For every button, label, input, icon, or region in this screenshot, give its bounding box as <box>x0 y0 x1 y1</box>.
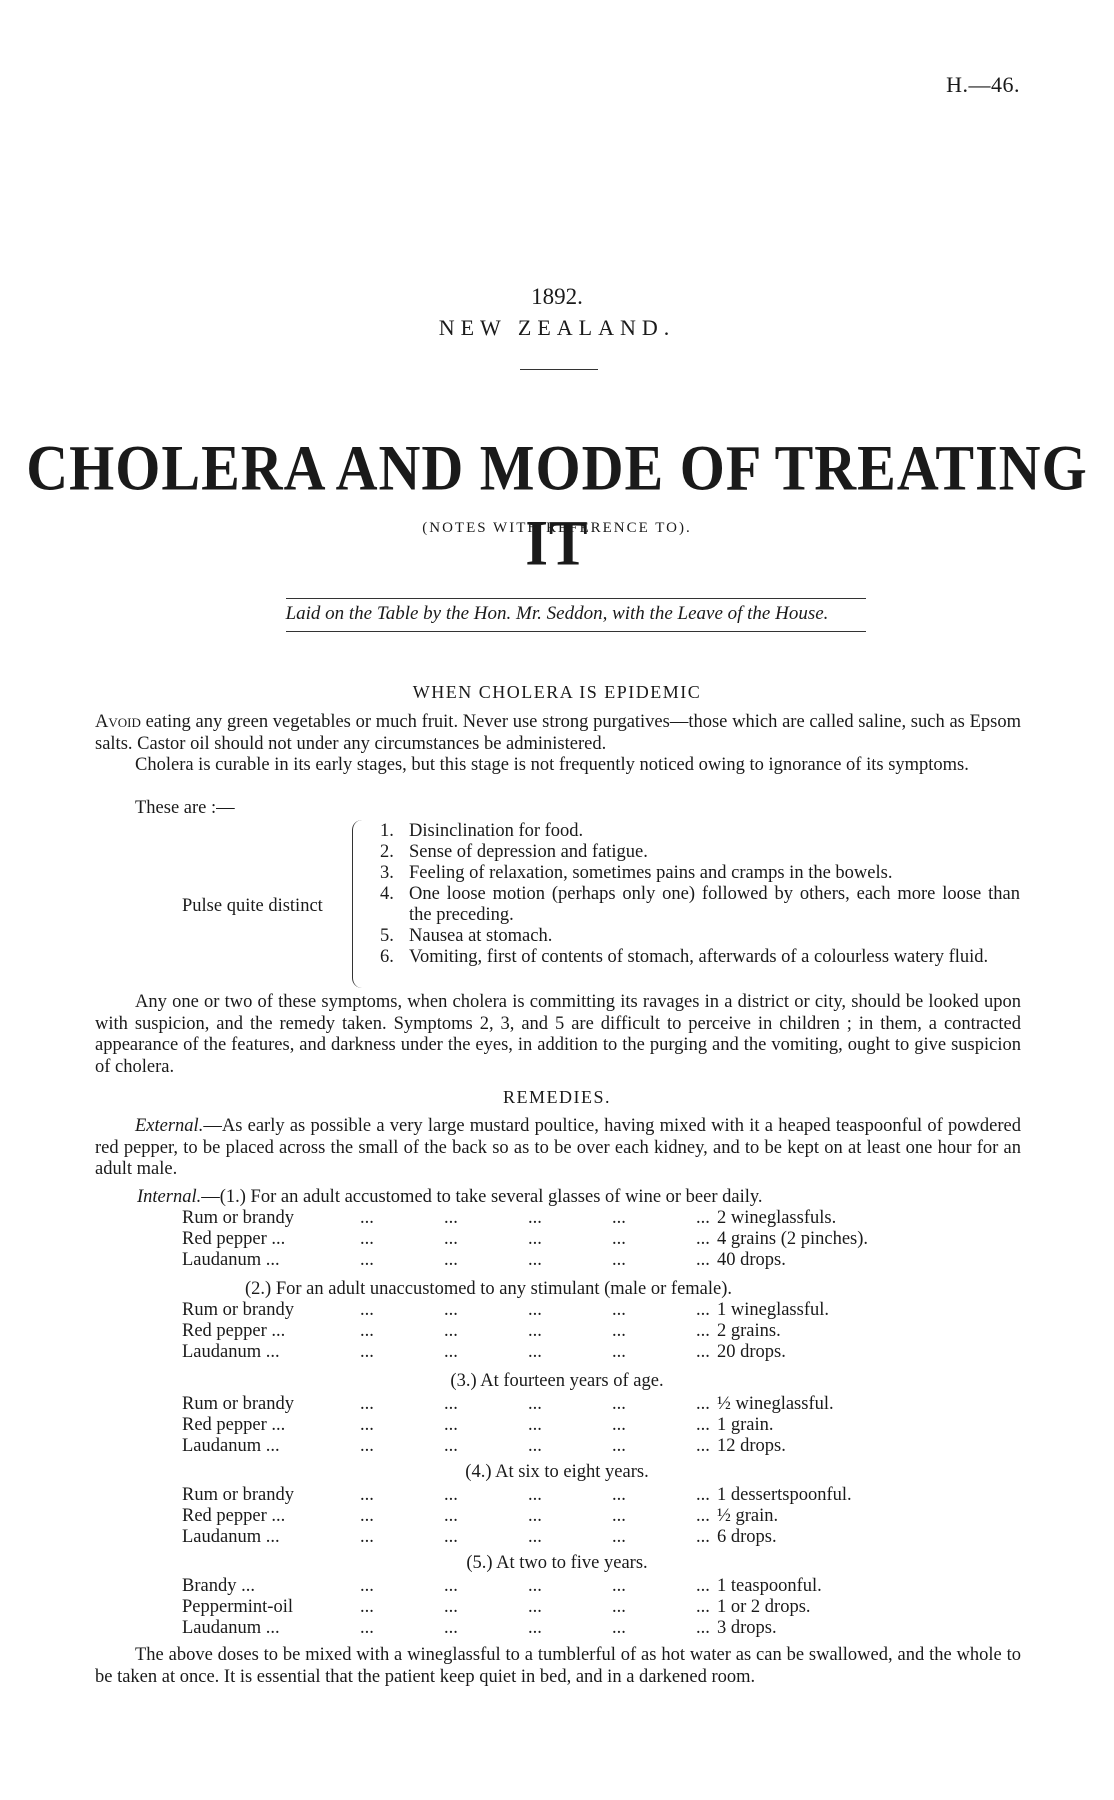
dose-ingredient: Red pepper ... <box>182 1506 286 1526</box>
dose-amount: 3 drops. <box>717 1618 777 1638</box>
dose-ingredient: Laudanum ... <box>182 1342 280 1362</box>
symptom-item: 2. Sense of depression and fatigue. <box>380 842 648 862</box>
page-subtitle: (NOTES WITH REFERENCE TO). <box>422 520 692 536</box>
dose-leader: ... ... ... ... ... <box>360 1208 710 1228</box>
symptom-item: 5. Nausea at stomach. <box>380 926 553 946</box>
paragraph-external <box>95 1116 1021 1181</box>
dose-ingredient: Laudanum ... <box>182 1250 280 1270</box>
dose-ingredient: Laudanum ... <box>182 1436 280 1456</box>
external-text: —As early as possible a very large mustard poultice, having mixed with it a heaped teaspoonful of powdered red pepper, to be placed across the small of the back so as to be over each kidney, and to be kept on at least one hour for an adult male. <box>95 1116 1021 1179</box>
dose-leader: ... ... ... ... ... <box>360 1415 710 1435</box>
symptom-item: 6. Vomiting, first of contents of stomach, afterwards of a colourless watery fluid. <box>380 947 989 967</box>
dose-amount: ½ wineglassful. <box>717 1394 834 1414</box>
dose-ingredient: Red pepper ... <box>182 1321 286 1341</box>
paragraph-avoid-text: eating any green vegetables or much fruit. Never use strong purgatives—those which are called saline, such as Epsom salts. Castor oil should not under any circumstances be administered. <box>95 712 1021 754</box>
dose-amount: 2 grains. <box>717 1321 781 1341</box>
dose-group-heading: (5.) At two to five years. <box>466 1553 648 1573</box>
paragraph-any-one-text: Any one or two of these symptoms, when cholera is committing its ravages in a district or city, should be looked upon with suspicion, and the remedy taken. Symptoms 2, 3, and 5 are difficult to perceive in children ; in them, a contracted appearance of the features, and darkness under the eyes, in addition to the purging and the vomiting, ought to give suspicion of cholera. <box>95 992 1021 1077</box>
symptoms-intro: These are :— <box>135 798 235 818</box>
dose-amount: 12 drops. <box>717 1436 786 1456</box>
document-country: NEW ZEALAND. <box>438 315 676 340</box>
dose-leader: ... ... ... ... ... <box>360 1506 710 1526</box>
paragraph-avoid <box>95 712 1021 755</box>
dose-leader: ... ... ... ... ... <box>360 1250 710 1270</box>
pulse-note: Pulse quite distinct <box>182 896 323 916</box>
symptom-item: 3. Feeling of relaxation, sometimes pains and cramps in the bowels. <box>380 863 893 883</box>
dose-leader: ... ... ... ... ... <box>360 1436 710 1456</box>
dose-amount: 4 grains (2 pinches). <box>717 1229 869 1249</box>
page-title: CHOLERA AND MODE OF TREATING IT <box>26 431 1088 579</box>
dose-ingredient: Rum or brandy <box>182 1394 295 1414</box>
dose-group-heading: (3.) At fourteen years of age. <box>450 1371 664 1391</box>
external-label: External. <box>135 1116 204 1136</box>
dose-amount: 1 or 2 drops. <box>717 1597 811 1617</box>
dose-amount: 1 wineglassful. <box>717 1300 830 1320</box>
section-heading-remedies: REMEDIES. <box>503 1087 611 1107</box>
dose-ingredient: Laudanum ... <box>182 1618 280 1638</box>
dose-leader: ... ... ... ... ... <box>360 1527 710 1547</box>
dose-leader: ... ... ... ... ... <box>360 1394 710 1414</box>
dose-amount: 20 drops. <box>717 1342 786 1362</box>
dose-group-heading: (4.) At six to eight years. <box>465 1462 649 1482</box>
dose-ingredient: Peppermint-oil <box>182 1597 293 1617</box>
dose-amount: ½ grain. <box>717 1506 779 1526</box>
lead-word: Avoid <box>95 712 141 732</box>
paragraph-any-one <box>95 992 1021 1078</box>
paragraph-closing <box>95 1645 1021 1688</box>
dose-ingredient: Laudanum ... <box>182 1527 280 1547</box>
symptom-brace <box>352 820 365 988</box>
document-reference: H.—46. <box>946 72 1020 97</box>
dose-amount: 1 grain. <box>717 1415 774 1435</box>
dose-amount: 40 drops. <box>717 1250 786 1270</box>
dose-amount: 2 wineglassfuls. <box>717 1208 837 1228</box>
symptom-item: 4. One loose motion (perhaps only one) followed by others, each more loose than the preceding. <box>380 884 1020 925</box>
internal-label: Internal. <box>137 1187 202 1207</box>
dose-group-heading: (2.) For an adult unaccustomed to any stimulant (male or female). <box>245 1279 733 1299</box>
dose-ingredient: Brandy ... <box>182 1576 255 1596</box>
laid-rule-bottom <box>286 631 866 632</box>
laid-on-table-note: Laid on the Table by the Hon. Mr. Seddon, with the Leave of the House. <box>285 603 829 624</box>
dose-ingredient: Rum or brandy <box>182 1300 295 1320</box>
internal-intro <box>137 1187 763 1209</box>
paragraph-curable-text: Cholera is curable in its early stages, but this stage is not frequently noticed owing to ignorance of its symptoms. <box>135 755 969 775</box>
dose-ingredient: Rum or brandy <box>182 1485 295 1505</box>
symptom-item: 1. Disinclination for food. <box>380 821 584 841</box>
dose-leader: ... ... ... ... ... <box>360 1229 710 1249</box>
dose-leader: ... ... ... ... ... <box>360 1342 710 1362</box>
title-divider <box>520 369 598 370</box>
document-year: 1892. <box>531 284 583 309</box>
dose-leader: ... ... ... ... ... <box>360 1618 710 1638</box>
dose-ingredient: Rum or brandy <box>182 1208 295 1228</box>
dose-leader: ... ... ... ... ... <box>360 1597 710 1617</box>
dose-amount: 6 drops. <box>717 1527 777 1547</box>
section-heading-epidemic: WHEN CHOLERA IS EPIDEMIC <box>412 682 702 702</box>
dose-amount: 1 teaspoonful. <box>717 1576 822 1596</box>
dose-ingredient: Red pepper ... <box>182 1229 286 1249</box>
laid-rule-top <box>286 598 866 599</box>
dose-leader: ... ... ... ... ... <box>360 1321 710 1341</box>
dose-leader: ... ... ... ... ... <box>360 1485 710 1505</box>
internal-text: —(1.) For an adult accustomed to take several glasses of wine or beer daily. <box>201 1187 763 1207</box>
dose-leader: ... ... ... ... ... <box>360 1300 710 1320</box>
dose-leader: ... ... ... ... ... <box>360 1576 710 1596</box>
paragraph-closing-text: The above doses to be mixed with a wineglassful to a tumblerful of as hot water as can be swallowed, and the whole to be taken at once. It is essential that the patient keep quiet in bed, and in a darkened room. <box>95 1645 1021 1687</box>
dose-ingredient: Red pepper ... <box>182 1415 286 1435</box>
dose-amount: 1 dessertspoonful. <box>717 1485 852 1505</box>
paragraph-curable <box>95 755 1021 777</box>
